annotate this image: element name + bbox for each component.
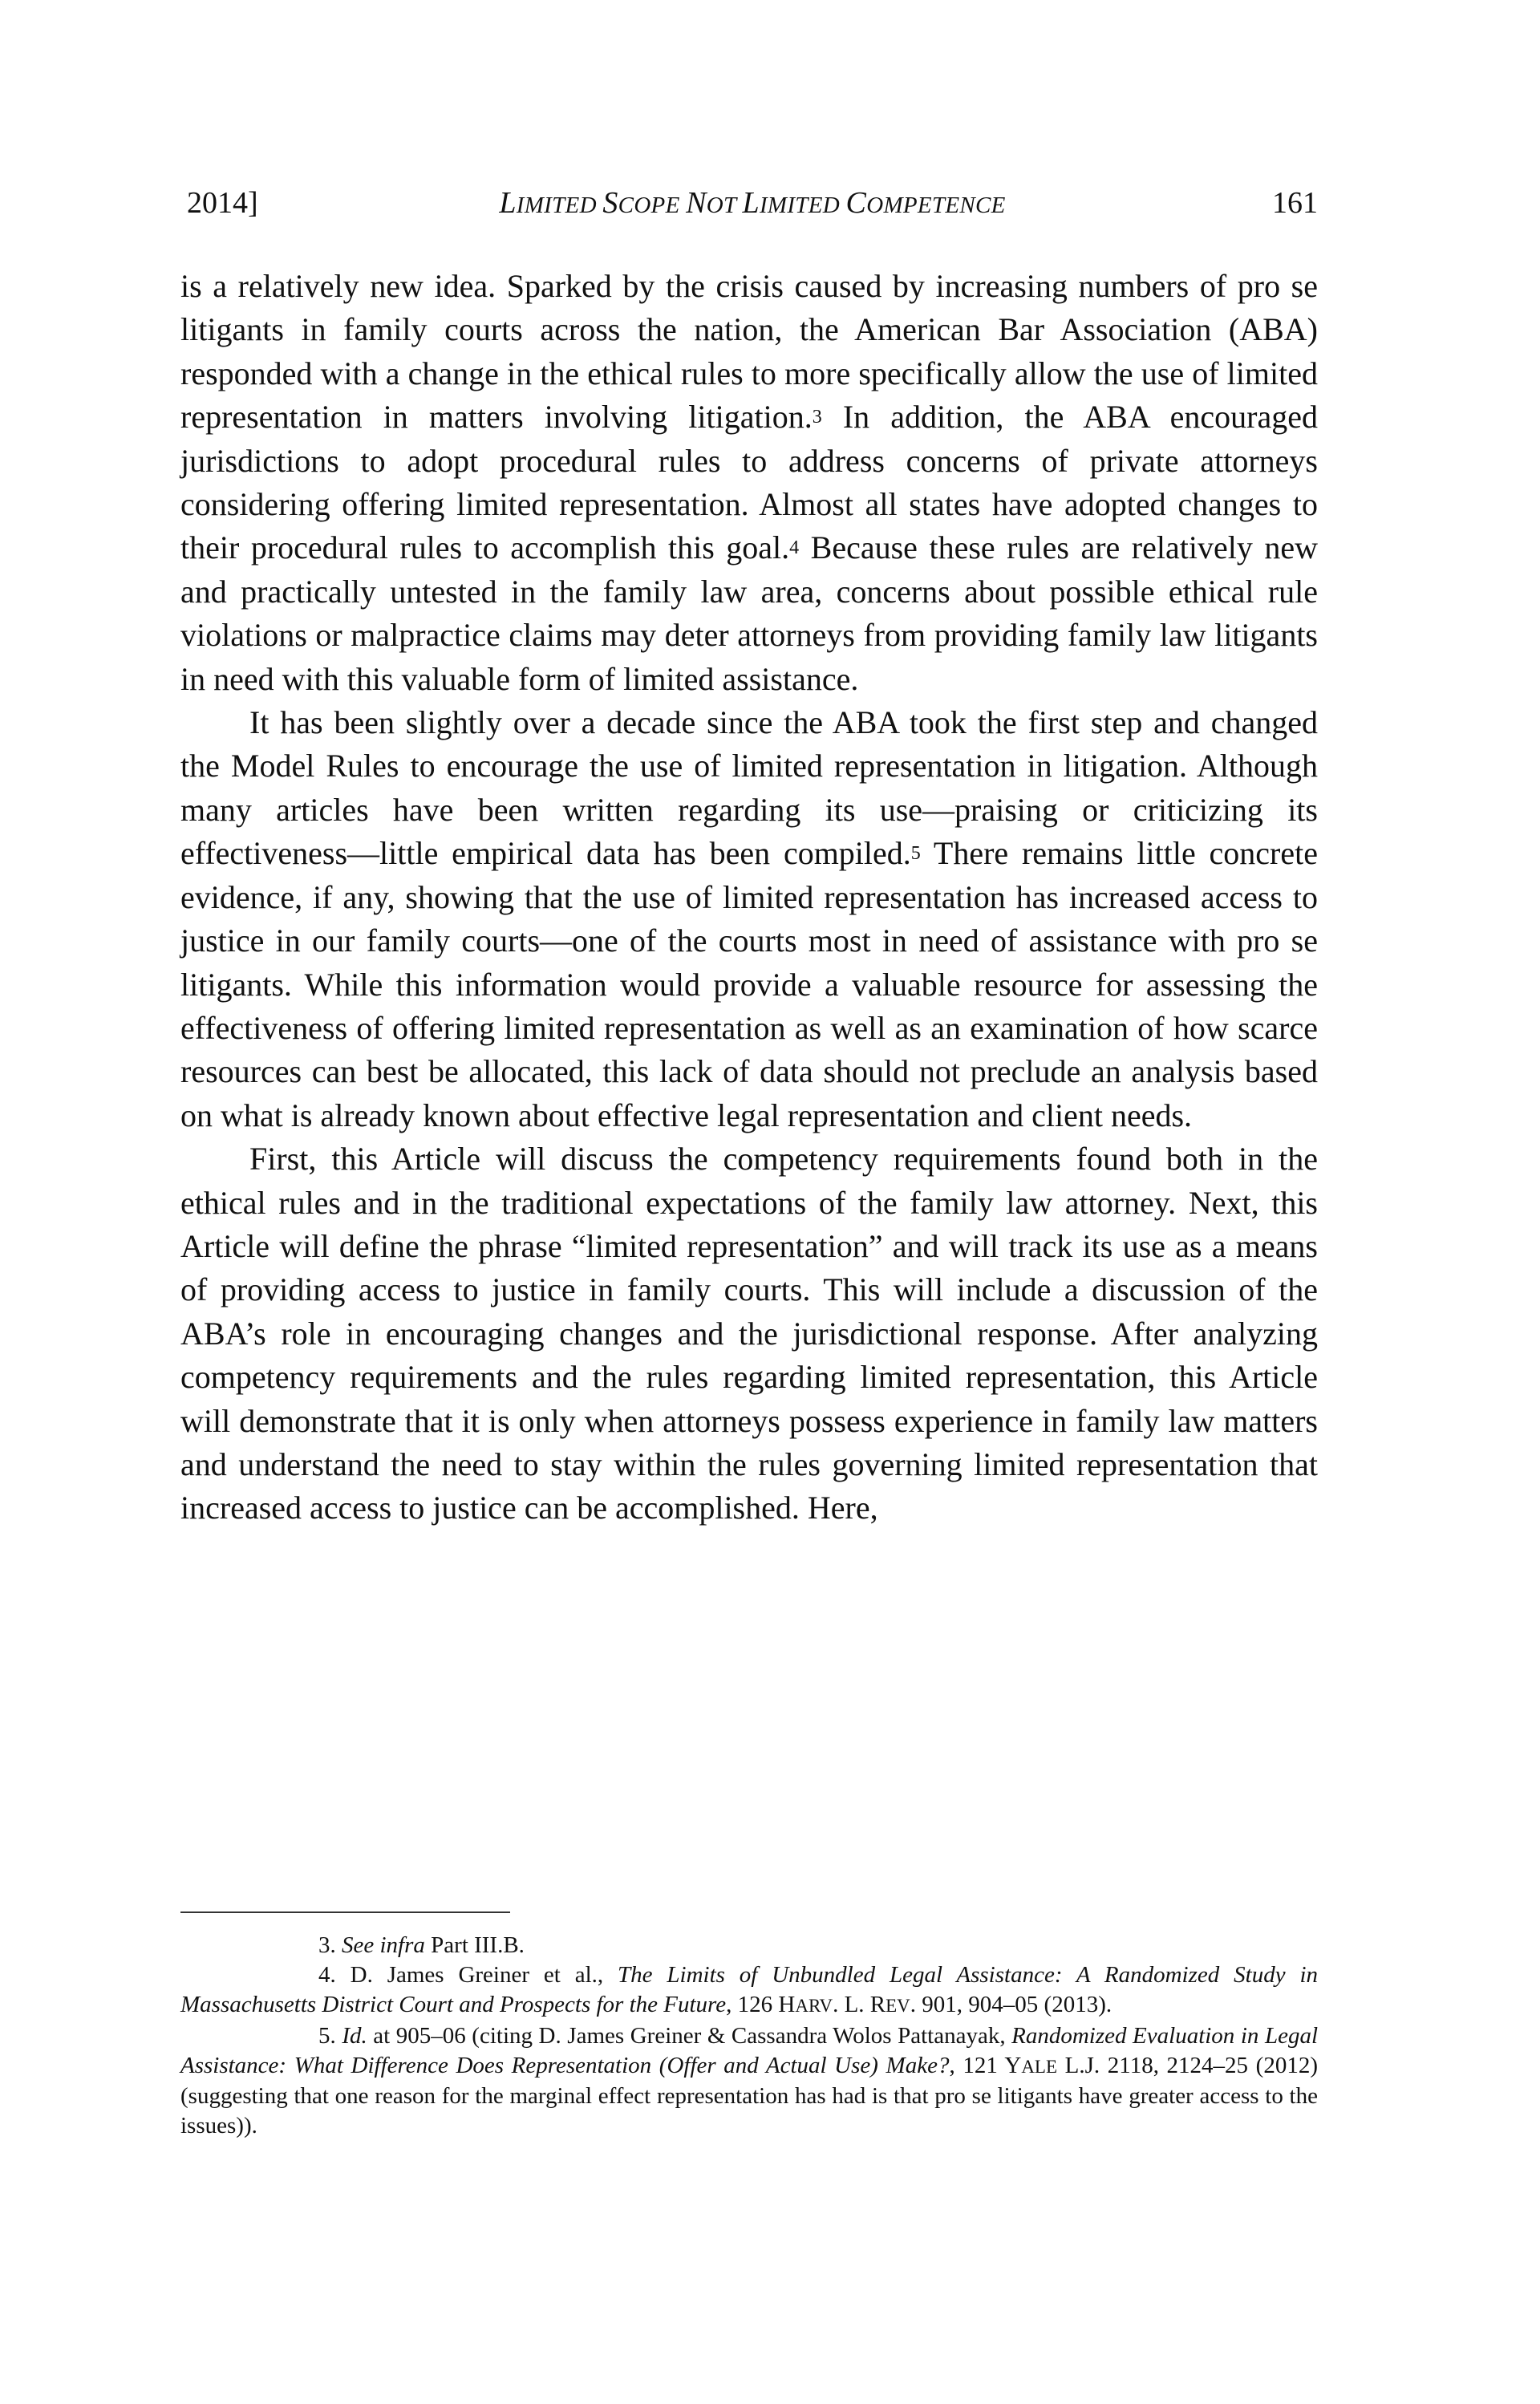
title-cap-5: C bbox=[845, 186, 867, 220]
main-body bbox=[180, 265, 1318, 1530]
running-header bbox=[187, 183, 1318, 223]
title-rest-4: IMITED bbox=[759, 193, 846, 218]
p1-text-c: Because these rules are relatively new and practically untested in the family law area, concerns about possible ethical rule violations or malpractice claims may deter attorneys from providing family law litigants in need with this valuable form of limited assistance. bbox=[180, 529, 1318, 697]
footnote-5-id: Id. bbox=[342, 2022, 367, 2049]
p1-text-a: is a relatively new idea. Sparked by the crisis caused by increasing numbers of pro se litigants in family courts across the nation, the American Bar Association (ABA) responded with a change in the ethical rules to more specifically allow the use of limited representation in matters involving litigation. bbox=[180, 268, 1318, 436]
footnote-4-journal-l: . L. R bbox=[833, 1992, 886, 2018]
footnote-4-number: 4. bbox=[318, 1962, 336, 1988]
footnote-5-cite-c: 2118, 2124–25 (2012) (suggesting that one reason for the marginal effect representation has had is that pro se litigants have greater access to the issues)). bbox=[180, 2052, 1318, 2139]
footnote-4-journal-arv: ARV bbox=[795, 1996, 833, 2017]
footnote-4-cite-post: . 901, 904–05 (2013). bbox=[910, 1992, 1112, 2018]
footnote-5 bbox=[180, 2021, 1318, 2142]
footnote-4-title: The Limits of Unbundled Legal Assistance: A Randomized Study in Massachusetts District Court and Prospects for the Future bbox=[180, 1962, 1319, 2018]
title-cap-4: L bbox=[742, 186, 760, 220]
footnote-3-see: See bbox=[342, 1932, 375, 1958]
footnote-4-authors: D. James Greiner et al., bbox=[350, 1962, 618, 1988]
paragraph-1 bbox=[180, 265, 1318, 701]
footnote-3-number: 3. bbox=[318, 1932, 336, 1958]
footnote-divider bbox=[180, 1911, 510, 1913]
footnote-ref-5: 5 bbox=[910, 843, 921, 865]
footnote-5-number: 5. bbox=[318, 2022, 336, 2049]
footnote-3-text: Part III.B. bbox=[424, 1932, 525, 1958]
footnote-4-journal-ev: EV bbox=[886, 1996, 910, 2017]
header-title-word-3 bbox=[686, 186, 742, 220]
title-cap-1: L bbox=[499, 186, 517, 220]
title-rest-2: COPE bbox=[618, 193, 687, 218]
footnote-4-journal-h: H bbox=[778, 1992, 796, 2018]
title-cap-2: S bbox=[602, 186, 618, 220]
footnote-5-cite-a: at 905–06 (citing D. James Greiner & Cassandra Wolos Pattanayak, bbox=[367, 2022, 1012, 2049]
header-year: 2014] bbox=[187, 186, 258, 220]
footnote-5-title: Randomized Evaluation in Legal Assistance: What Difference Does Representation (Offer and Actual Use) Make? bbox=[180, 2022, 1319, 2078]
footnote-5-cite-b: , 121 Y bbox=[949, 2052, 1022, 2078]
footnote-5-journal-lj: L.J. bbox=[1057, 2052, 1100, 2078]
p1-text-b: In addition, the ABA encouraged jurisdictions to adopt procedural rules to address concerns of private attorneys considering offering limited representation. Almost all states have adopted changes to their procedural rules to accomplish this goal. bbox=[180, 399, 1319, 566]
footnotes bbox=[180, 1931, 1318, 2141]
footnote-ref-4: 4 bbox=[789, 537, 800, 559]
paragraph-3: First, this Article will discuss the competency requirements found both in the ethical rules and in the traditional expectations of the family law attorney. Next, this Article will define the phrase “limited representation” and will track its use as a means of providing access to justice in family courts. This will include a discussion of the ABA’s role in encouraging changes and the jurisdictional response. After analyzing competency requirements and the rules regarding limited representation, this Article will demonstrate that it is only when attorneys possess experience in family law matters and understand the need to stay within the rules governing limited representation that increased access to justice can be accomplished. Here, bbox=[180, 1141, 1318, 1526]
paragraph-2 bbox=[180, 701, 1318, 1137]
title-rest-3: OT bbox=[706, 193, 743, 218]
footnote-5-journal-ale: ALE bbox=[1021, 2056, 1058, 2077]
footnote-4 bbox=[180, 1960, 1318, 2021]
footnote-4-cite-pre: , 126 bbox=[726, 1992, 779, 2018]
title-rest-5: OMPETENCE bbox=[866, 193, 1006, 218]
header-title-word-2 bbox=[602, 186, 686, 220]
title-cap-3: N bbox=[686, 186, 707, 220]
header-title-word-5 bbox=[846, 186, 1006, 220]
footnote-3-infra: infra bbox=[379, 1932, 425, 1958]
footnote-3 bbox=[180, 1931, 1318, 1960]
title-rest-1: IMITED bbox=[516, 193, 603, 218]
header-title-word-1 bbox=[499, 186, 602, 220]
p2-text-a: It has been slightly over a decade since the ABA took the first step and changed the Model Rules to encourage the use of limited representation in litigation. Although many articles have been written regarding its use—praising or criticizing its effectiveness—little empirical data has been compiled. bbox=[180, 704, 1318, 872]
header-page-number: 161 bbox=[1272, 186, 1318, 220]
header-title-word-4 bbox=[743, 186, 846, 220]
p2-text-b: There remains little concrete evidence, if any, showing that the use of limited representation has increased access to justice in our family courts—one of the courts most in need of assistance with pro se litigants. While this information would provide a valuable resource for assessing the effectiveness of offering limited representation as well as an examination of how scarce resources can best be allocated, this lack of data should not preclude an analysis based on what is already known about effective legal representation and client needs. bbox=[180, 835, 1318, 1133]
header-title bbox=[187, 183, 1318, 225]
footnote-ref-3: 3 bbox=[812, 407, 822, 428]
